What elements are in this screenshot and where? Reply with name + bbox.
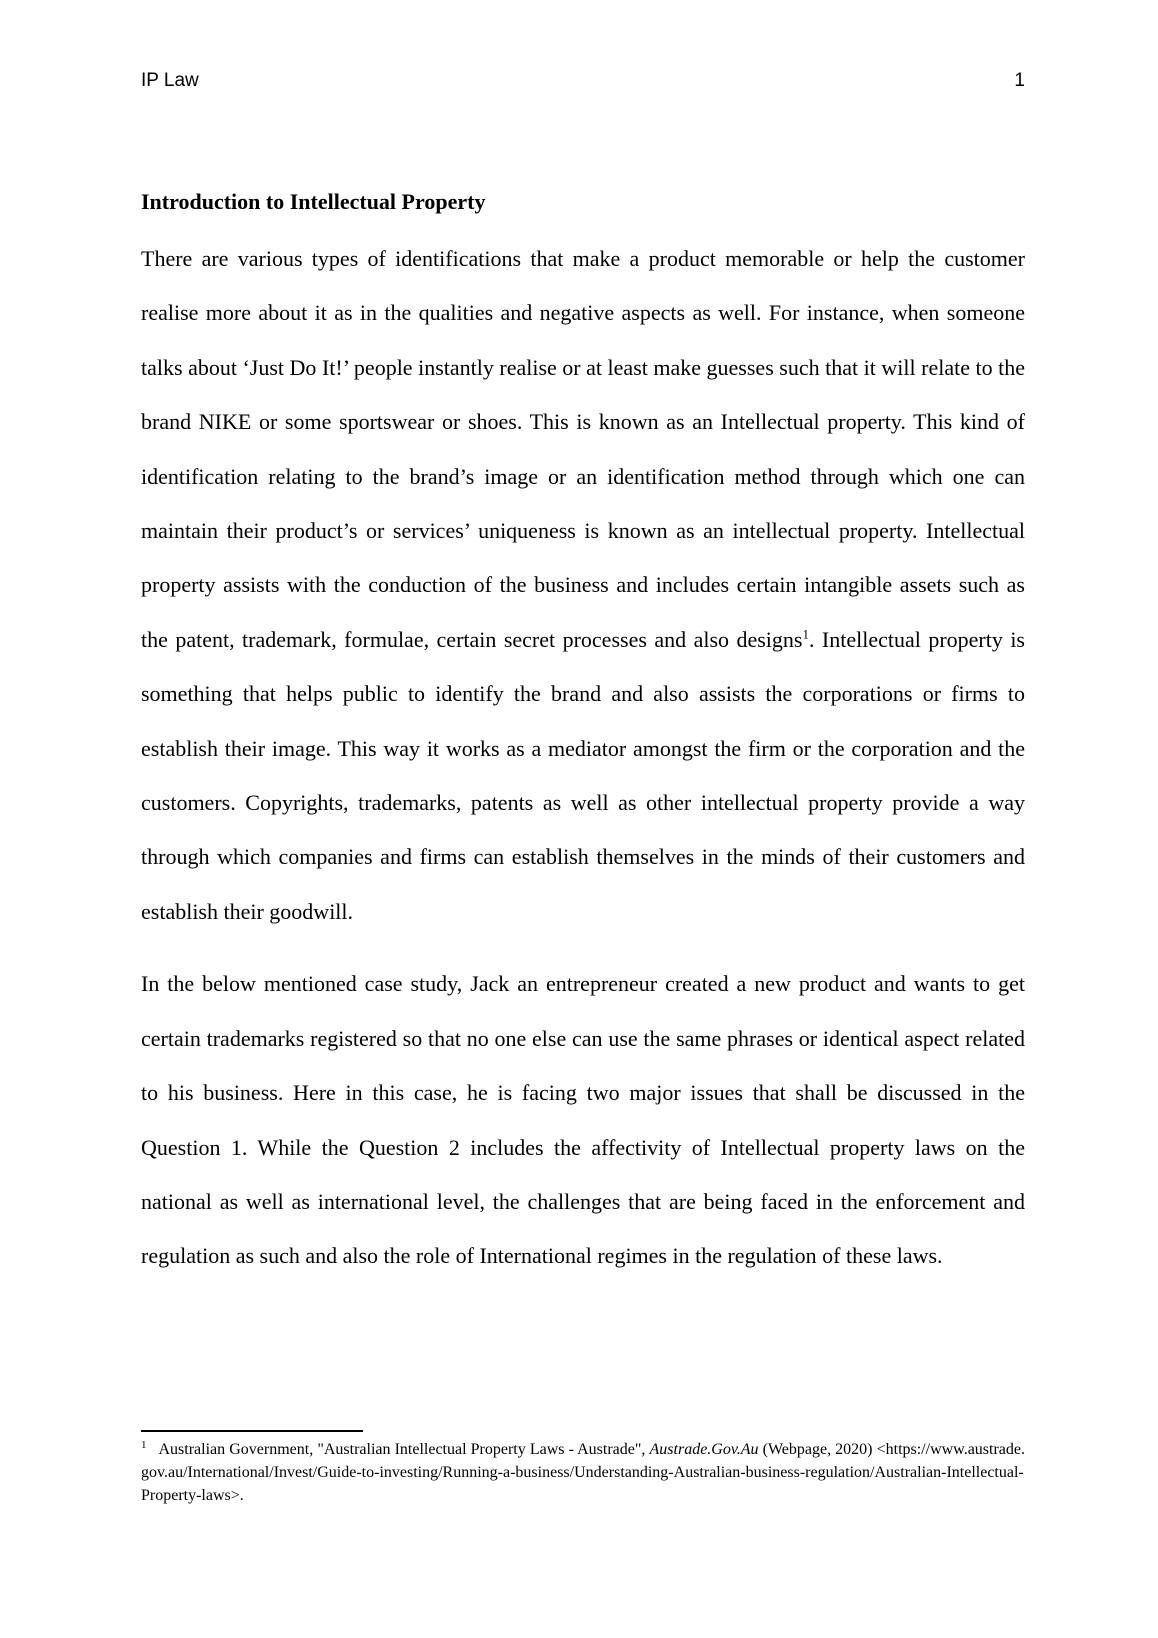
paragraph-1-text-b: . Intellectual property is something that helps public to identify the brand and also assists the corporations or firms to establish their image. This way it works as a mediator amongst the firm or the corporation and the customers. Copyrights, trademarks, patents as well as other intellectual property provide a way through which companies and firms can establish themselves in the minds of their customers and establish their goodwill. — [141, 626, 1025, 924]
paragraph-2: In the below mentioned case study, Jack an entrepreneur created a new product and wants to get certain trademarks registered so that no one else can use the same phrases or identical aspect related to his business. Here in this case, he is facing two major issues that shall be discussed in the Question 1. While the Question 2 includes the affectivity of Intellectual property laws on the national as well as international level, the challenges that are being faced in the enforcement and regulation as such and also the role of International regimes in the regulation of these laws. — [141, 971, 1025, 1269]
footnote-type: (Webpage, 2020) — [762, 1441, 873, 1458]
footnote-number: 1 — [141, 1438, 147, 1451]
page-header — [141, 70, 1025, 96]
footnote-source: Austrade.Gov.Au — [649, 1441, 759, 1458]
header-title: IP Law — [141, 70, 199, 91]
footnote-separator — [141, 1430, 363, 1432]
paragraph-1 — [141, 232, 1025, 939]
footnote — [141, 1438, 1025, 1507]
section-heading: Introduction to Intellectual Property — [141, 189, 486, 214]
footnote-url-link[interactable]: <https://www.austrade.gov.au/International/Invest/Guide-to-investing/Running-a-business/Understanding-Australian-business-regulation/Australian-Intellectual-Property-laws>. — [141, 1441, 1025, 1504]
document-body — [141, 186, 1025, 1284]
paragraph-1-text-a: There are various types of identifications that make a product memorable or help the customer realise more about it as in the qualities and negative aspects as well. For instance, when someone talks about ‘Just Do It!’ people instantly realise or at least make guesses such that it will relate to the brand NIKE or some sportswear or shoes. This is known as an Intellectual property. This kind of identification relating to the brand’s image or an identification method through which one can maintain their product’s or services’ uniqueness is known as an intellectual property. Intellectual property assists with the conduction of the business and includes certain intangible assets such as the patent, trademark, formulae, certain secret processes and also designs — [141, 246, 1025, 652]
footnote-text: Australian Government, "Australian Intellectual Property Laws - Austrade", — [158, 1441, 646, 1458]
footnote-reference[interactable]: 1 — [802, 626, 809, 642]
page-number: 1 — [1014, 70, 1025, 91]
